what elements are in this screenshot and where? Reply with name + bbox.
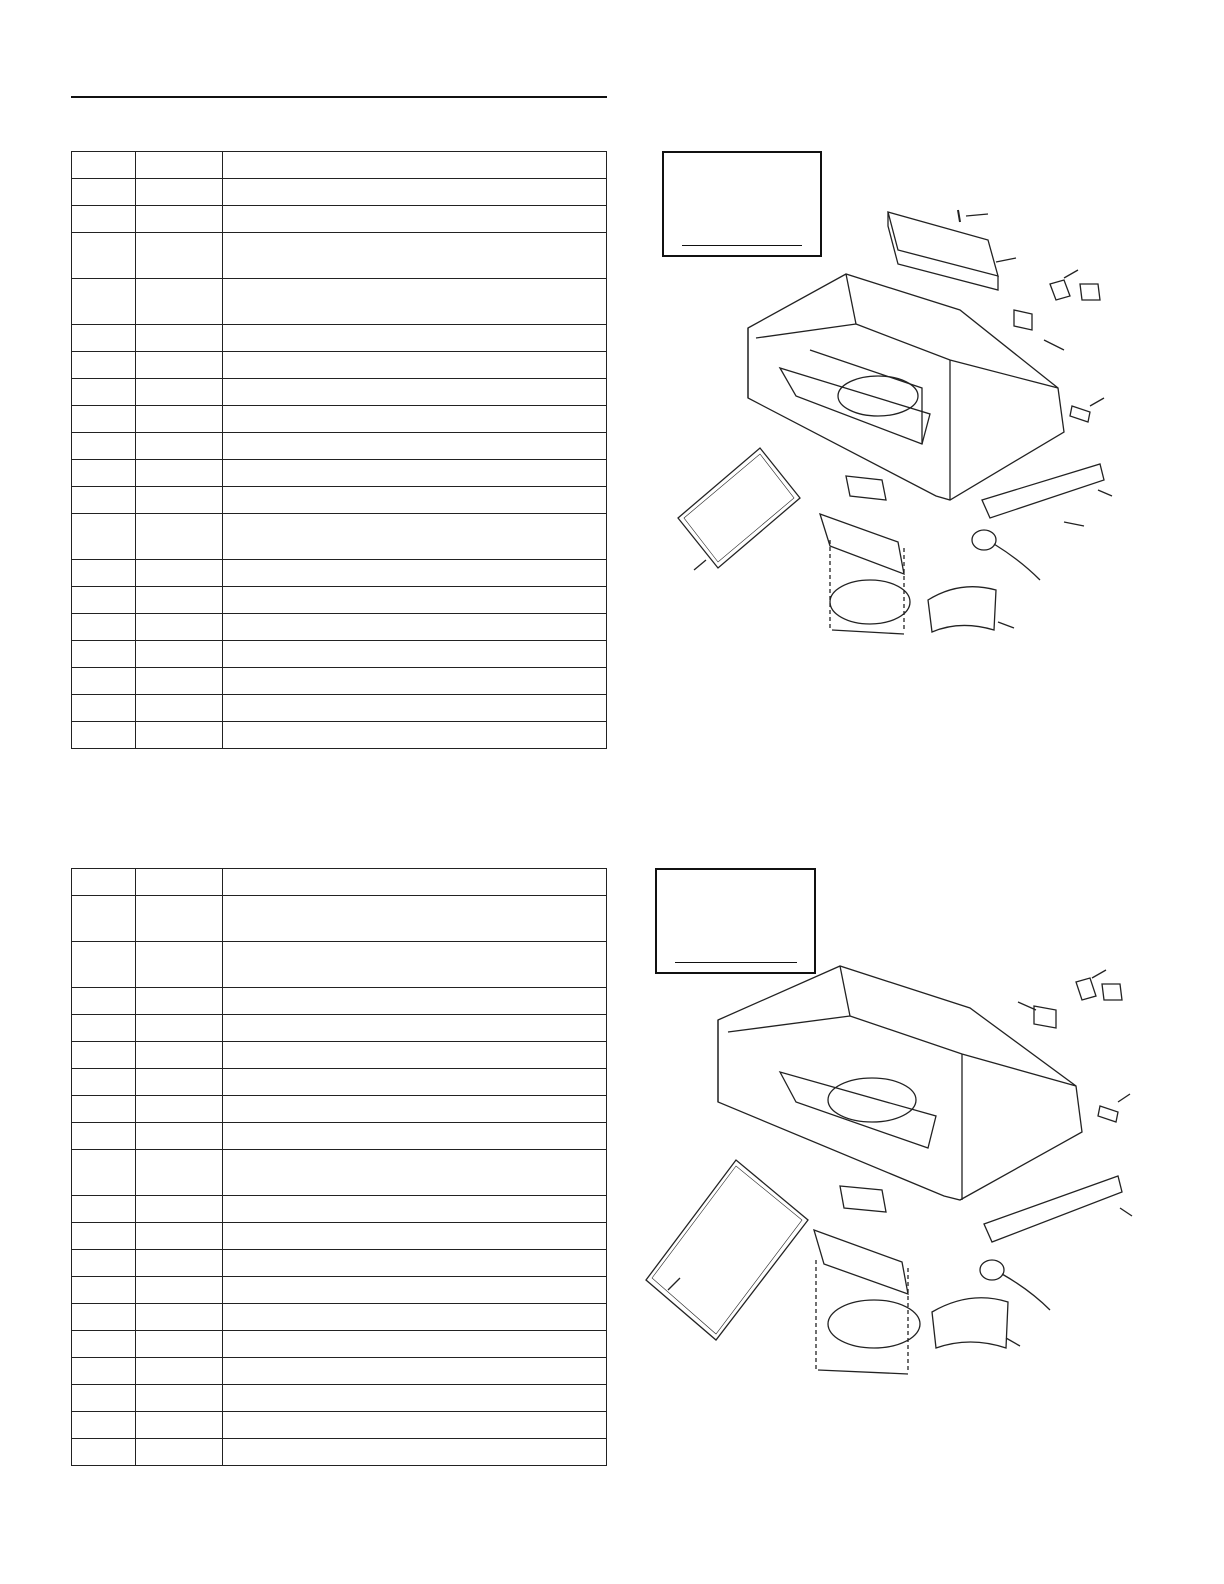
header-rule [71,96,607,98]
part-no-cell [136,1015,223,1042]
key-no-cell [72,614,136,641]
parts-row [72,988,607,1015]
parts-row [72,279,607,325]
key-no-cell [72,560,136,587]
part-no-cell [136,433,223,460]
parts-list-table-2 [71,868,607,1466]
key-no-cell [72,869,136,896]
parts-row [72,1385,607,1412]
description-cell [223,206,607,233]
description-cell [223,1385,607,1412]
parts-row [72,587,607,614]
key-no-cell [72,1250,136,1277]
parts-row [72,560,607,587]
key-no-cell [72,206,136,233]
key-no-cell [72,487,136,514]
part-no-cell [136,1196,223,1223]
key-no-cell [72,1096,136,1123]
parts-row [72,514,607,560]
part-no-cell [136,614,223,641]
description-cell [223,641,607,668]
part-no-cell [136,279,223,325]
parts-row [72,233,607,279]
description-cell [223,1412,607,1439]
description-cell [223,587,607,614]
key-no-cell [72,1358,136,1385]
parts-row [72,325,607,352]
description-cell [223,668,607,695]
part-no-cell [136,487,223,514]
part-no-cell [136,1358,223,1385]
part-no-cell [136,1096,223,1123]
key-no-cell [72,722,136,749]
key-no-cell [72,1277,136,1304]
part-no-cell [136,587,223,614]
description-cell [223,722,607,749]
part-no-cell [136,352,223,379]
description-cell [223,1069,607,1096]
description-cell [223,1250,607,1277]
parts-row [72,1358,607,1385]
part-no-cell [136,1385,223,1412]
part-no-cell [136,1069,223,1096]
parts-row [72,1015,607,1042]
description-cell [223,325,607,352]
parts-row [72,1439,607,1466]
parts-row [72,1096,607,1123]
part-no-cell [136,1150,223,1196]
description-cell [223,1223,607,1250]
part-no-cell [136,179,223,206]
part-no-cell [136,152,223,179]
part-no-cell [136,1331,223,1358]
parts-row [72,641,607,668]
description-cell [223,560,607,587]
parts-row [72,896,607,942]
parts-row [72,614,607,641]
part-no-cell [136,1439,223,1466]
parts-row [72,1150,607,1196]
key-no-cell [72,152,136,179]
parts-row [72,1277,607,1304]
key-no-cell [72,379,136,406]
description-cell [223,460,607,487]
key-no-cell [72,233,136,279]
parts-row [72,433,607,460]
parts-row [72,179,607,206]
key-no-cell [72,641,136,668]
parts-row [72,1123,607,1150]
parts-row [72,1223,607,1250]
key-no-cell [72,1069,136,1096]
parts-row [72,1250,607,1277]
part-no-cell [136,514,223,560]
key-no-cell [72,279,136,325]
description-cell [223,433,607,460]
exploded-parts-diagram-1 [660,200,1130,650]
part-no-cell [136,1223,223,1250]
description-cell [223,1123,607,1150]
description-cell [223,1331,607,1358]
description-cell [223,896,607,942]
parts-row [72,487,607,514]
parts-row [72,942,607,988]
key-no-cell [72,695,136,722]
key-no-cell [72,179,136,206]
parts-row [72,1042,607,1069]
key-no-cell [72,352,136,379]
description-cell [223,1358,607,1385]
description-cell [223,1096,607,1123]
parts-row [72,460,607,487]
part-no-cell [136,1277,223,1304]
parts-row [72,695,607,722]
part-no-cell [136,325,223,352]
description-cell [223,869,607,896]
key-no-cell [72,896,136,942]
parts-row [72,1196,607,1223]
key-no-cell [72,1015,136,1042]
key-no-cell [72,1123,136,1150]
key-no-cell [72,514,136,560]
description-cell [223,152,607,179]
description-cell [223,988,607,1015]
part-no-cell [136,1042,223,1069]
parts-row [72,1069,607,1096]
parts-row [72,1331,607,1358]
part-no-cell [136,722,223,749]
part-no-cell [136,379,223,406]
part-no-cell [136,1250,223,1277]
parts-row [72,668,607,695]
key-no-cell [72,325,136,352]
key-no-cell [72,1223,136,1250]
description-cell [223,379,607,406]
key-no-cell [72,1150,136,1196]
description-cell [223,1277,607,1304]
part-no-cell [136,695,223,722]
part-no-cell [136,641,223,668]
parts-row [72,152,607,179]
description-cell [223,695,607,722]
description-cell [223,1150,607,1196]
parts-row [72,406,607,433]
part-no-cell [136,1412,223,1439]
part-no-cell [136,668,223,695]
parts-row [72,1304,607,1331]
part-no-cell [136,406,223,433]
part-no-cell [136,942,223,988]
key-no-cell [72,988,136,1015]
key-no-cell [72,1412,136,1439]
description-cell [223,942,607,988]
part-no-cell [136,460,223,487]
key-no-cell [72,942,136,988]
description-cell [223,614,607,641]
description-cell [223,233,607,279]
description-cell [223,279,607,325]
description-cell [223,1042,607,1069]
key-no-cell [72,460,136,487]
parts-row [72,206,607,233]
parts-row [72,1412,607,1439]
part-no-cell [136,1123,223,1150]
exploded-parts-diagram-2 [640,960,1140,1380]
description-cell [223,352,607,379]
parts-row [72,379,607,406]
description-cell [223,487,607,514]
key-no-cell [72,1304,136,1331]
description-cell [223,514,607,560]
key-no-cell [72,406,136,433]
description-cell [223,406,607,433]
key-no-cell [72,1439,136,1466]
parts-row [72,722,607,749]
description-cell [223,179,607,206]
part-no-cell [136,233,223,279]
parts-list-table-1 [71,151,607,749]
key-no-cell [72,1042,136,1069]
key-no-cell [72,1196,136,1223]
key-no-cell [72,587,136,614]
part-no-cell [136,988,223,1015]
description-cell [223,1439,607,1466]
parts-row [72,869,607,896]
part-no-cell [136,869,223,896]
parts-row [72,352,607,379]
key-no-cell [72,1385,136,1412]
model-title-box-2 [655,868,816,974]
part-no-cell [136,1304,223,1331]
part-no-cell [136,206,223,233]
key-no-cell [72,1331,136,1358]
part-no-cell [136,896,223,942]
description-cell [223,1304,607,1331]
description-cell [223,1015,607,1042]
key-no-cell [72,668,136,695]
description-cell [223,1196,607,1223]
key-no-cell [72,433,136,460]
part-no-cell [136,560,223,587]
